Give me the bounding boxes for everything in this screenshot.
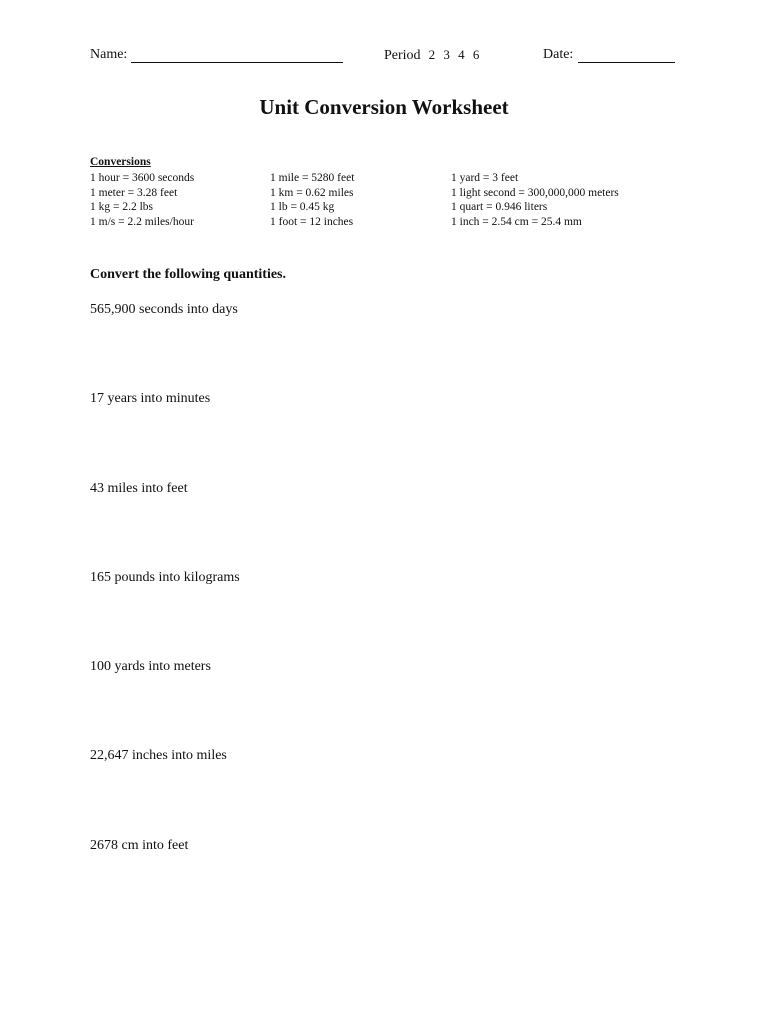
date-field: [543, 47, 675, 63]
conversion-fact: 1 inch = 2.54 cm = 25.4 mm: [451, 215, 582, 228]
conversion-fact: 1 yard = 3 feet: [451, 172, 519, 184]
conversion-fact: 1 foot = 12 inches: [270, 215, 354, 228]
instructions-heading: Convert the following quantities.: [90, 267, 286, 282]
conversions-heading: Conversions: [90, 156, 151, 168]
conversion-fact: 1 hour = 3600 seconds: [90, 172, 195, 184]
problem-item: 100 yards into meters: [90, 659, 211, 674]
conversion-fact: 1 km = 0.62 miles: [270, 186, 354, 199]
conversion-fact: 1 quart = 0.946 liters: [451, 201, 548, 214]
date-label: Date:: [543, 47, 574, 62]
problem-item: 165 pounds into kilograms: [90, 570, 240, 585]
date-blank-line[interactable]: [578, 48, 675, 63]
conversion-fact: 1 meter = 3.28 feet: [90, 186, 178, 199]
header-row: [0, 47, 768, 67]
conversion-column-2: [270, 171, 354, 229]
conversion-fact: 1 m/s = 2.2 miles/hour: [90, 215, 194, 228]
problem-item: 565,900 seconds into days: [90, 302, 238, 317]
name-label: Name:: [90, 47, 128, 62]
conversion-column-1: [90, 171, 194, 229]
conversion-fact: 1 kg = 2.2 lbs: [90, 201, 154, 214]
period-options: 2 3 4 6: [428, 47, 480, 62]
period-label: Period: [384, 48, 421, 63]
period-field: [384, 47, 479, 64]
page-title: Unit Conversion Worksheet: [259, 95, 509, 119]
conversion-fact: 1 mile = 5280 feet: [270, 172, 355, 184]
conversion-fact: 1 light second = 300,000,000 meters: [451, 186, 619, 199]
problem-item: 17 years into minutes: [90, 391, 211, 406]
problem-item: 22,647 inches into miles: [90, 748, 227, 763]
problem-item: 2678 cm into feet: [90, 838, 189, 853]
name-blank-line[interactable]: [131, 48, 343, 63]
conversion-column-3: [451, 171, 619, 229]
problem-item: 43 miles into feet: [90, 481, 188, 496]
conversion-fact: 1 lb = 0.45 kg: [270, 201, 335, 214]
name-field: [90, 47, 343, 63]
